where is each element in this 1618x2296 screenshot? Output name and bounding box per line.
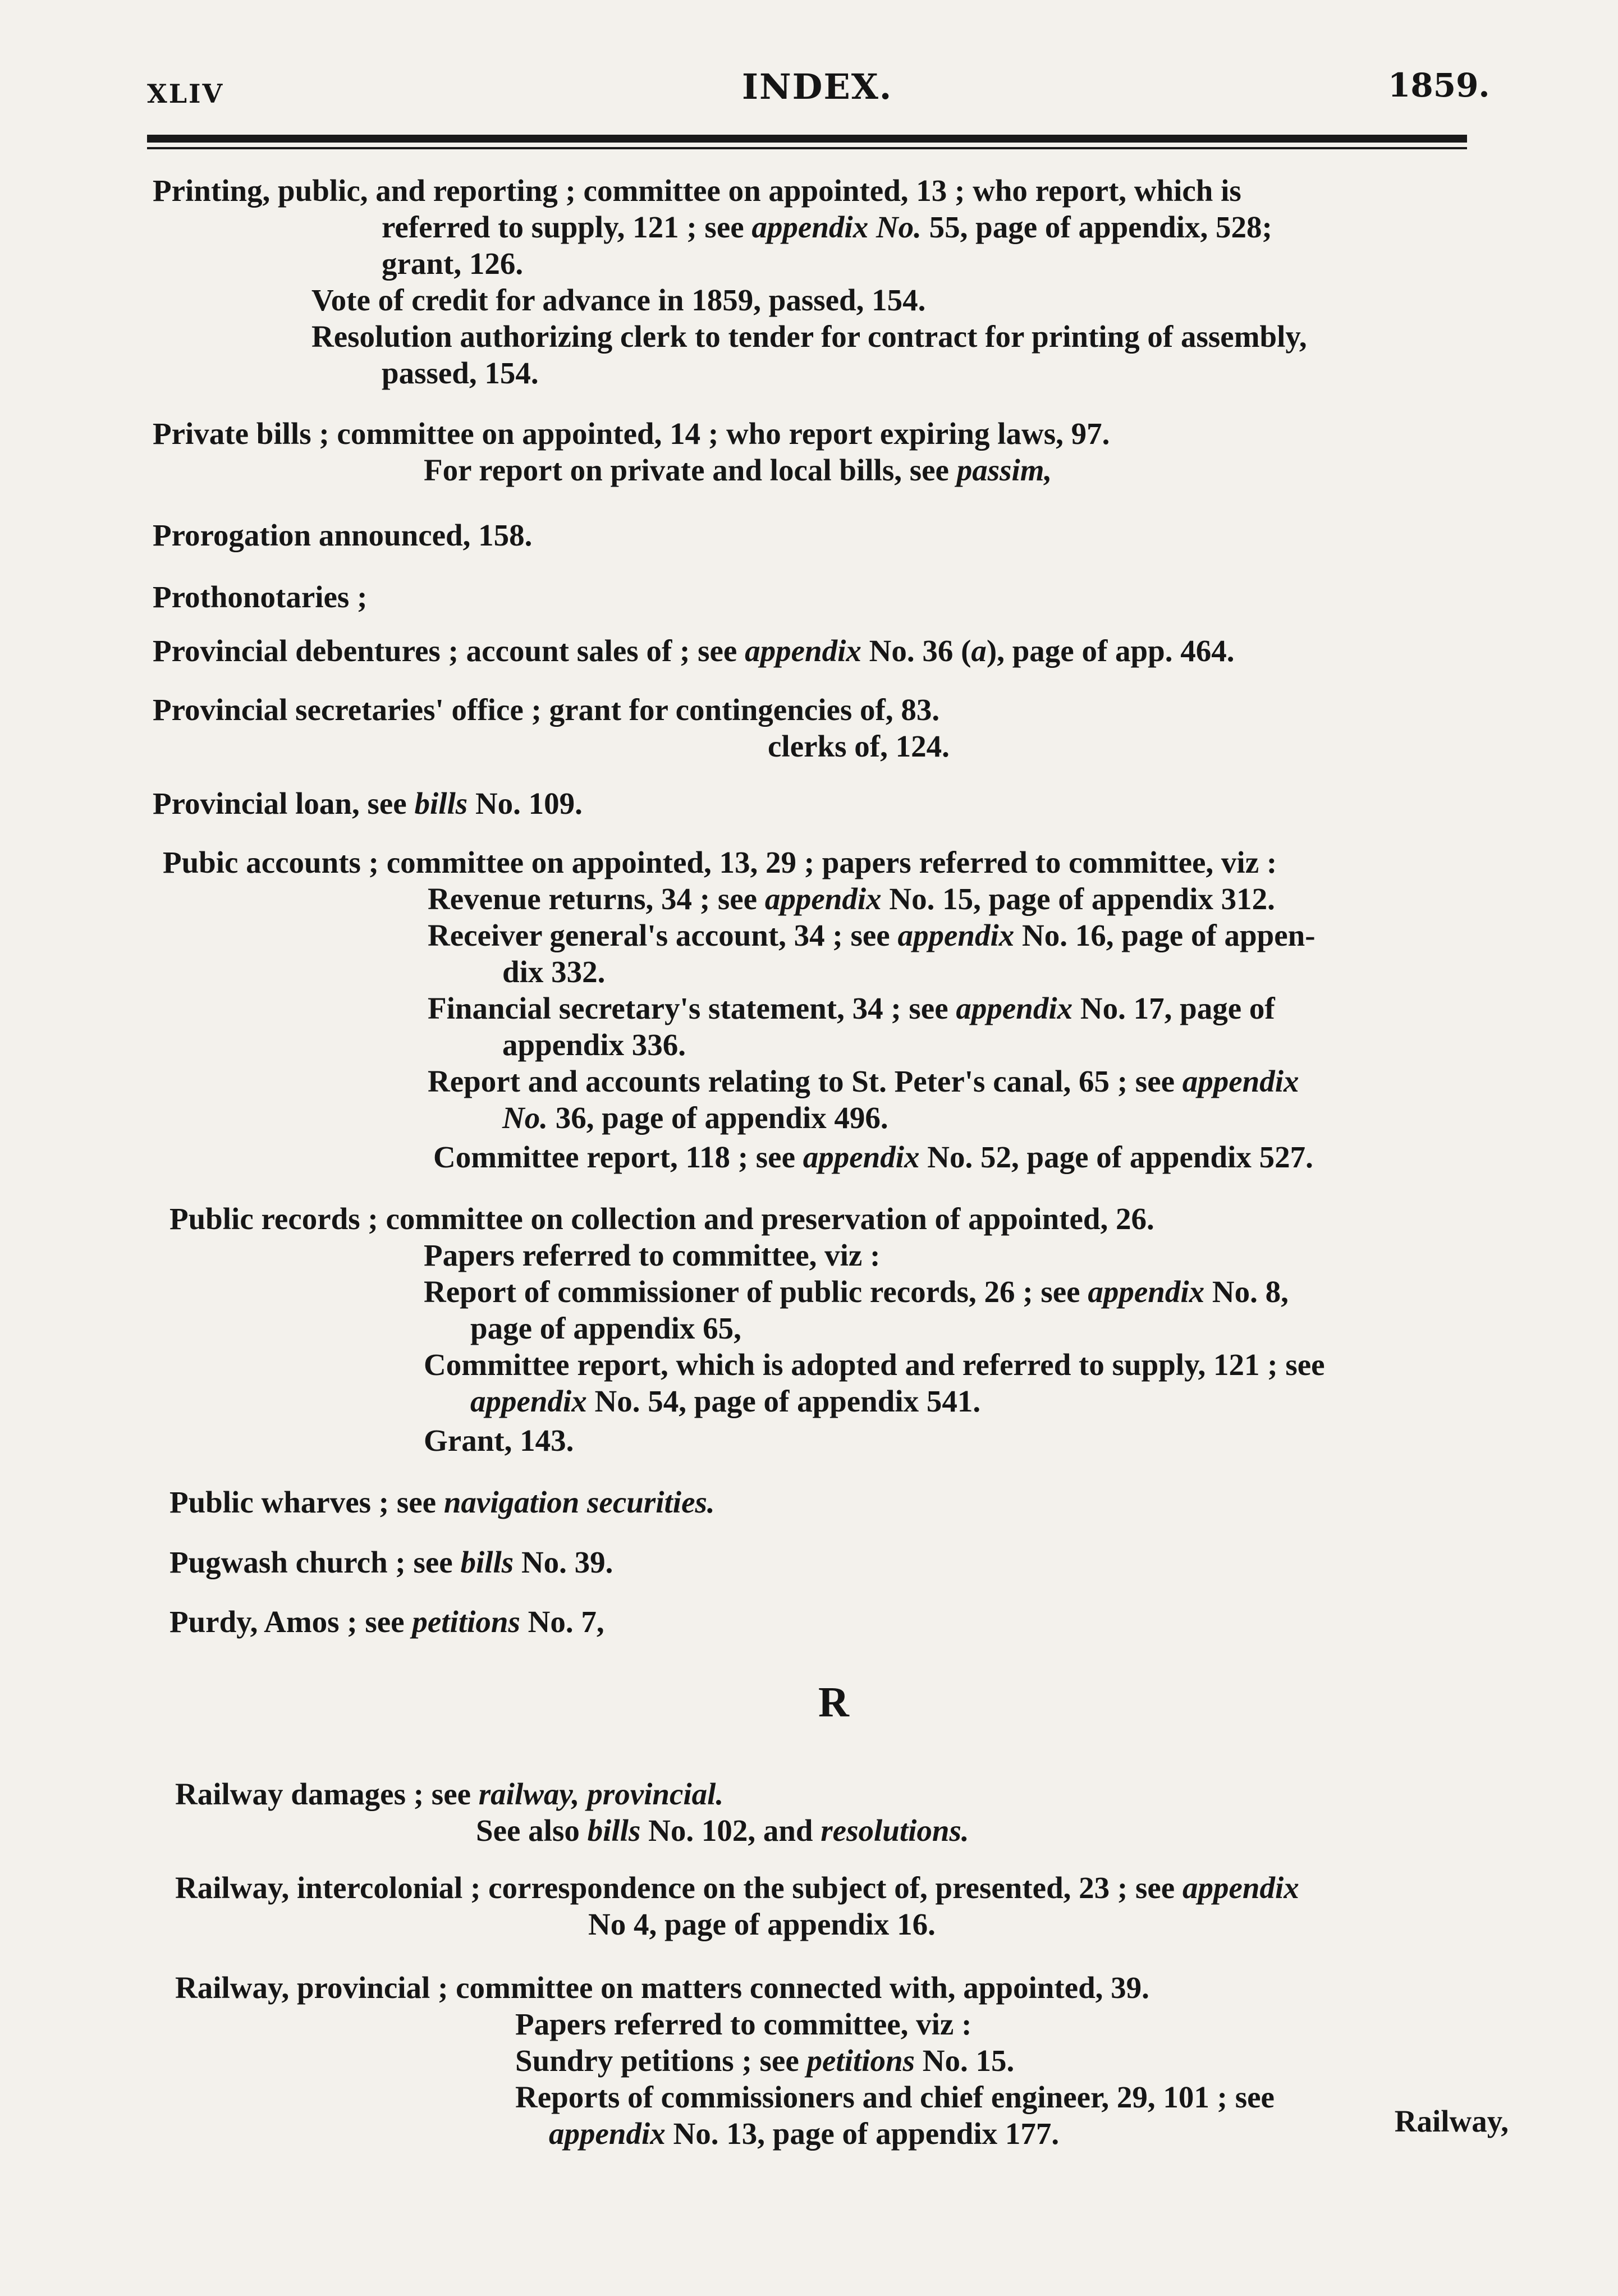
text: No. 102, and — [640, 1813, 821, 1848]
text: No. 54, page of appendix 541. — [586, 1384, 981, 1418]
italic-text: navigation securities. — [443, 1485, 715, 1519]
index-line-accounts-2 — [428, 881, 1275, 917]
text: Pugwash church ; see — [169, 1545, 461, 1579]
italic-text: No. — [502, 1101, 548, 1135]
text: dix 332. — [502, 955, 606, 989]
text: 36, page of appendix 496. — [547, 1101, 888, 1135]
index-line-printing-1 — [153, 173, 1241, 209]
italic-text: railway, provincial. — [478, 1777, 724, 1811]
index-line-printing-5 — [311, 319, 1307, 355]
text: Grant, 143. — [424, 1423, 574, 1458]
page-title: INDEX. — [742, 66, 893, 107]
text: Sundry petitions ; see — [515, 2043, 807, 2078]
text: referred to supply, 121 ; see — [382, 210, 752, 244]
text: Purdy, Amos ; see — [169, 1605, 412, 1639]
index-line-provincial-2 — [515, 2006, 971, 2042]
index-line-accounts-3 — [428, 918, 1316, 954]
italic-text: appendix — [1182, 1871, 1299, 1905]
text: No. 16, page of appen- — [1014, 918, 1316, 952]
italic-text: appendix — [470, 1384, 587, 1418]
index-line-secretaries-2 — [768, 728, 950, 764]
text: Resolution authorizing clerk to tender for contract for printing of assembly, — [311, 319, 1307, 354]
italic-text: bills — [587, 1813, 641, 1848]
index-line-pugwash — [169, 1545, 613, 1580]
index-line-secretaries-1 — [153, 692, 939, 728]
text: Pubic accounts ; committee on appointed, 13, 29 ; papers referred to committee, viz : — [163, 845, 1277, 879]
italic-text: bills — [460, 1545, 514, 1579]
index-line-prorogation — [153, 517, 532, 553]
index-line-records-1 — [169, 1201, 1154, 1237]
index-line-accounts-9 — [433, 1139, 1313, 1175]
text: No. 15, page of appendix 312. — [881, 882, 1275, 916]
index-line-purdy — [169, 1604, 604, 1640]
text: Revenue returns, 34 ; see — [428, 882, 765, 916]
text: Committee report, 118 ; see — [433, 1140, 803, 1174]
text: No. 15. — [915, 2043, 1015, 2078]
text: ), page of app. 464. — [986, 634, 1235, 668]
index-line-prothonotaries — [153, 579, 367, 615]
italic-text: appendix — [1182, 1064, 1299, 1098]
index-line-damages-2 — [476, 1813, 969, 1849]
text: No. 39. — [514, 1545, 613, 1579]
header-rule-thick — [147, 135, 1467, 143]
index-line-records-5 — [424, 1347, 1325, 1383]
italic-text: a — [971, 634, 987, 668]
index-line-records-7 — [424, 1423, 574, 1459]
text: Report and accounts relating to St. Peter's canal, 65 ; see — [428, 1064, 1182, 1098]
italic-text: appendix — [745, 634, 861, 668]
text: No. 7, — [520, 1605, 604, 1639]
text: No. 109. — [467, 786, 583, 821]
text: Public wharves ; see — [169, 1485, 444, 1519]
text: Committee report, which is adopted and referred to supply, 121 ; see — [424, 1348, 1325, 1382]
index-line-records-6 — [470, 1383, 980, 1419]
text: Provincial secretaries' office ; grant for contingencies of, 83. — [153, 693, 940, 727]
index-line-printing-6 — [382, 355, 539, 391]
page-year: 1859. — [1388, 66, 1490, 104]
italic-text: bills — [414, 786, 468, 821]
italic-text: petitions — [806, 2043, 915, 2078]
text: No. 17, page of — [1072, 991, 1275, 1025]
catchword: Railway, — [1394, 2104, 1509, 2138]
text: See also — [476, 1813, 588, 1848]
index-line-accounts-7 — [428, 1064, 1299, 1099]
index-line-accounts-5 — [428, 991, 1275, 1026]
page-number: XLIV — [147, 79, 224, 109]
italic-text: appendix — [897, 918, 1015, 952]
index-line-printing-4 — [311, 282, 925, 318]
index-line-provincial-4 — [515, 2079, 1275, 2115]
index-line-private-2 — [424, 452, 1052, 488]
text: clerks of, 124. — [768, 729, 950, 763]
index-line-accounts-1 — [163, 845, 1277, 881]
index-line-printing-3 — [382, 246, 523, 282]
text: Railway, intercolonial ; correspondence on the subject of, presented, 23 ; see — [175, 1871, 1182, 1905]
text: Provincial loan, see — [153, 786, 415, 821]
text: Report of commissioner of public records, 26 ; see — [424, 1275, 1088, 1309]
text: grant, 126. — [382, 246, 524, 281]
text: Private bills ; committee on appointed, 14 ; who report expiring laws, 97. — [153, 416, 1110, 451]
italic-text: passim, — [956, 453, 1052, 487]
text: No. 13, page of appendix 177. — [665, 2116, 1060, 2151]
index-line-debentures — [153, 633, 1234, 669]
text: Vote of credit for advance in 1859, passed, 154. — [311, 283, 926, 317]
text: 55, page of appendix, 528; — [921, 210, 1272, 244]
text: Receiver general's account, 34 ; see — [428, 918, 898, 952]
italic-text: appendix — [803, 1140, 920, 1174]
text: Reports of commissioners and chief engineer, 29, 101 ; see — [515, 2080, 1275, 2114]
header-rule-thin — [147, 147, 1467, 149]
text: Railway damages ; see — [175, 1777, 479, 1811]
text: Printing, public, and reporting ; committee on appointed, 13 ; who report, which is — [153, 173, 1241, 208]
text: page of appendix 65, — [470, 1311, 741, 1345]
index-line-accounts-6 — [502, 1027, 686, 1063]
italic-text: petitions — [412, 1605, 520, 1639]
index-line-records-3 — [424, 1274, 1289, 1310]
text: Papers referred to committee, viz : — [515, 2007, 972, 2041]
index-line-wharves — [169, 1484, 715, 1520]
text: Financial secretary's statement, 34 ; see — [428, 991, 956, 1025]
italic-text: appendix No. — [751, 210, 922, 244]
index-line-damages-1 — [175, 1776, 723, 1812]
index-line-provincial-3 — [515, 2043, 1014, 2079]
index-line-accounts-8 — [502, 1100, 888, 1136]
text: passed, 154. — [382, 356, 539, 390]
text: No. 52, page of appendix 527. — [919, 1140, 1313, 1174]
italic-text: appendix — [764, 882, 882, 916]
italic-text: resolutions. — [821, 1813, 969, 1848]
text: Prothonotaries ; — [153, 580, 368, 614]
italic-text: appendix — [549, 2116, 666, 2151]
index-line-loan — [153, 786, 583, 822]
text: Railway, provincial ; committee on matters connected with, appointed, 39. — [175, 1970, 1149, 2005]
section-letter: R — [818, 1679, 849, 1726]
index-line-private-1 — [153, 416, 1110, 452]
index-line-accounts-4 — [502, 954, 605, 990]
text: No. 8, — [1204, 1275, 1289, 1309]
text: No. 36 ( — [861, 634, 971, 668]
index-line-intercolonial-1 — [175, 1870, 1299, 1906]
text: appendix 336. — [502, 1028, 686, 1062]
italic-text: appendix — [1088, 1275, 1205, 1309]
index-line-records-4 — [470, 1310, 741, 1346]
text: For report on private and local bills, see — [424, 453, 957, 487]
index-line-records-2 — [424, 1238, 880, 1273]
index-line-printing-2 — [382, 209, 1272, 245]
text: Papers referred to committee, viz : — [424, 1238, 881, 1272]
index-line-provincial-1 — [175, 1970, 1149, 2006]
text: Prorogation announced, 158. — [153, 518, 533, 552]
index-line-intercolonial-2 — [588, 1907, 936, 1942]
text: Public records ; committee on collection and preservation of appointed, 26. — [169, 1202, 1154, 1236]
text: No 4, page of appendix 16. — [588, 1907, 936, 1941]
text: Provincial debentures ; account sales of ; see — [153, 634, 745, 668]
italic-text: appendix — [956, 991, 1073, 1025]
index-line-provincial-5 — [549, 2116, 1059, 2152]
